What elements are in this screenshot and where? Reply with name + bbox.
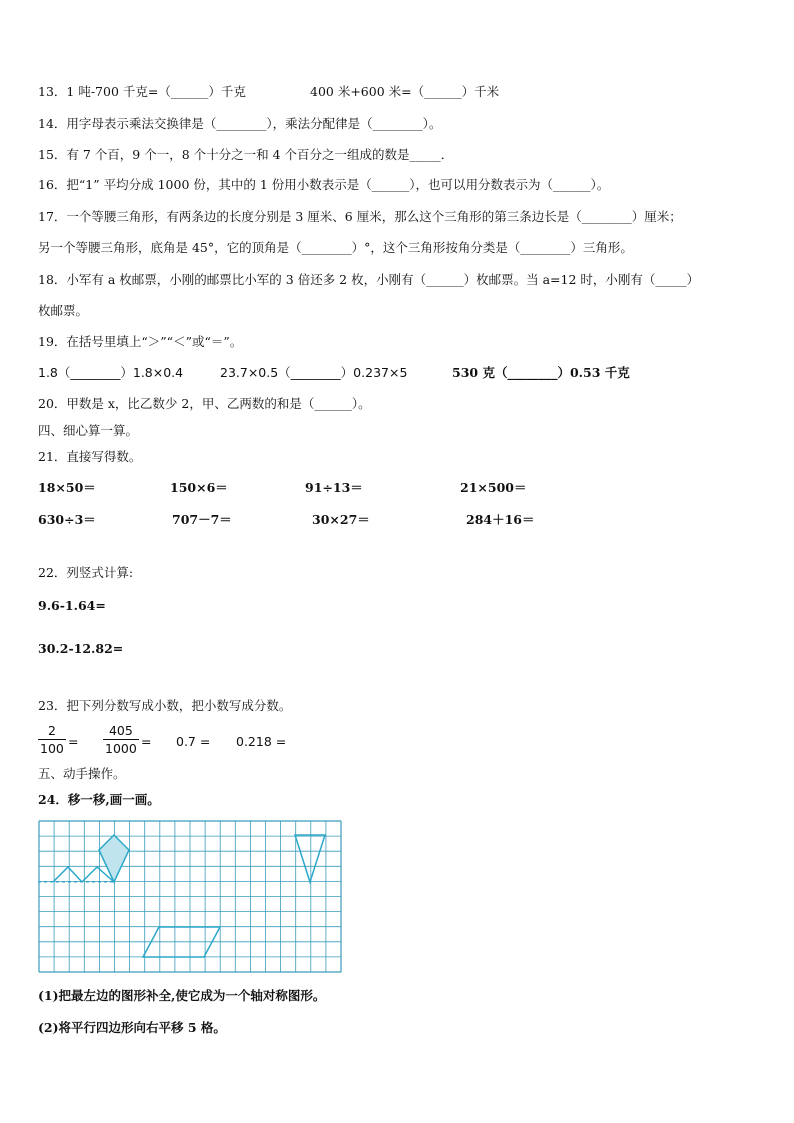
left-small-triangle-shape [53, 867, 82, 882]
question-24-1: (1)把最左边的图形补全,使它成为一个轴对称图形。 [38, 988, 326, 1003]
grid-figure [38, 820, 342, 977]
q21-item-8: 284＋16＝ [466, 512, 535, 527]
fraction-denominator: 100 [40, 741, 64, 756]
question-22: 22．列竖式计算: [38, 565, 134, 580]
kite-shape [99, 835, 129, 882]
question-23: 23．把下列分数写成小数，把小数写成分数。 [38, 698, 292, 713]
fraction-2-over-100 [38, 722, 66, 757]
fraction-numerator: 405 [103, 722, 139, 740]
inverted-triangle-shape [295, 835, 325, 882]
grid-lines [39, 821, 341, 972]
question-21: 21．直接写得数。 [38, 449, 142, 464]
question-24-2: (2)将平行四边形向右平移 5 格。 [38, 1020, 226, 1035]
question-16: 16．把“1” 平均分成 1000 份，其中的 1 份用小数表示是（______），也可以用分数表示为（______）。 [38, 177, 610, 192]
question-19-a: 1.8（________）1.8×0.4 [38, 365, 184, 380]
q21-item-2: 150×6＝ [170, 480, 228, 495]
question-14: 14．用字母表示乘法交换律是（________），乘法分配律是（________）。 [38, 116, 442, 131]
grid-svg [38, 820, 342, 973]
equals-sign: = [68, 734, 79, 749]
question-17-line1: 17．一个等腰三角形，有两条边的长度分别是 3 厘米、6 厘米，那么这个三角形的第三条边长是（________）厘米； [38, 209, 682, 224]
question-22-b: 30.2-12.82= [38, 641, 124, 656]
fraction-405-over-1000 [103, 722, 139, 757]
question-19: 19．在括号里填上“＞”“＜”或“＝”。 [38, 334, 243, 349]
fraction-numerator: 2 [38, 722, 66, 740]
question-20: 20．甲数是 x，比乙数少 2，甲、乙两数的和是（______）。 [38, 396, 371, 411]
q21-item-4: 21×500＝ [460, 480, 527, 495]
q21-item-7: 30×27＝ [312, 512, 370, 527]
question-19-c: 530 克（________）0.53 千克 [452, 365, 630, 380]
question-17-line2: 另一个等腰三角形，底角是 45°，它的顶角是（________）°，这个三角形按角分类是（________）三角形。 [38, 240, 633, 255]
q21-item-3: 91÷13＝ [305, 480, 363, 495]
question-13a: 13．1 吨-700 千克=（______）千克 [38, 84, 246, 99]
equals-sign: = [141, 734, 152, 749]
question-22-a: 9.6-1.64= [38, 598, 106, 613]
q21-item-5: 630÷3＝ [38, 512, 96, 527]
question-15: 15．有 7 个百，9 个一，8 个十分之一和 4 个百分之一组成的数是_____． [38, 147, 454, 162]
q21-item-1: 18×50＝ [38, 480, 96, 495]
question-18-line2: 枚邮票。 [38, 303, 89, 318]
section-5-heading: 五、动手操作。 [38, 766, 126, 781]
question-19-b: 23.7×0.5（________）0.237×5 [220, 365, 408, 380]
section-4-heading: 四、细心算一算。 [38, 423, 139, 438]
fraction-denominator: 1000 [105, 741, 137, 756]
q21-item-6: 707－7＝ [172, 512, 232, 527]
question-13b: 400 米+600 米=（______）千米 [310, 84, 500, 99]
question-24: 24．移一移,画一画。 [38, 792, 160, 807]
question-18-line1: 18．小军有 a 枚邮票，小刚的邮票比小军的 3 倍还多 2 枚，小刚有（______）枚邮票。当 a=12 时，小刚有（_____） [38, 272, 700, 287]
decimal-0-218: 0.218 = [236, 734, 287, 749]
decimal-0-7: 0.7 = [176, 734, 211, 749]
